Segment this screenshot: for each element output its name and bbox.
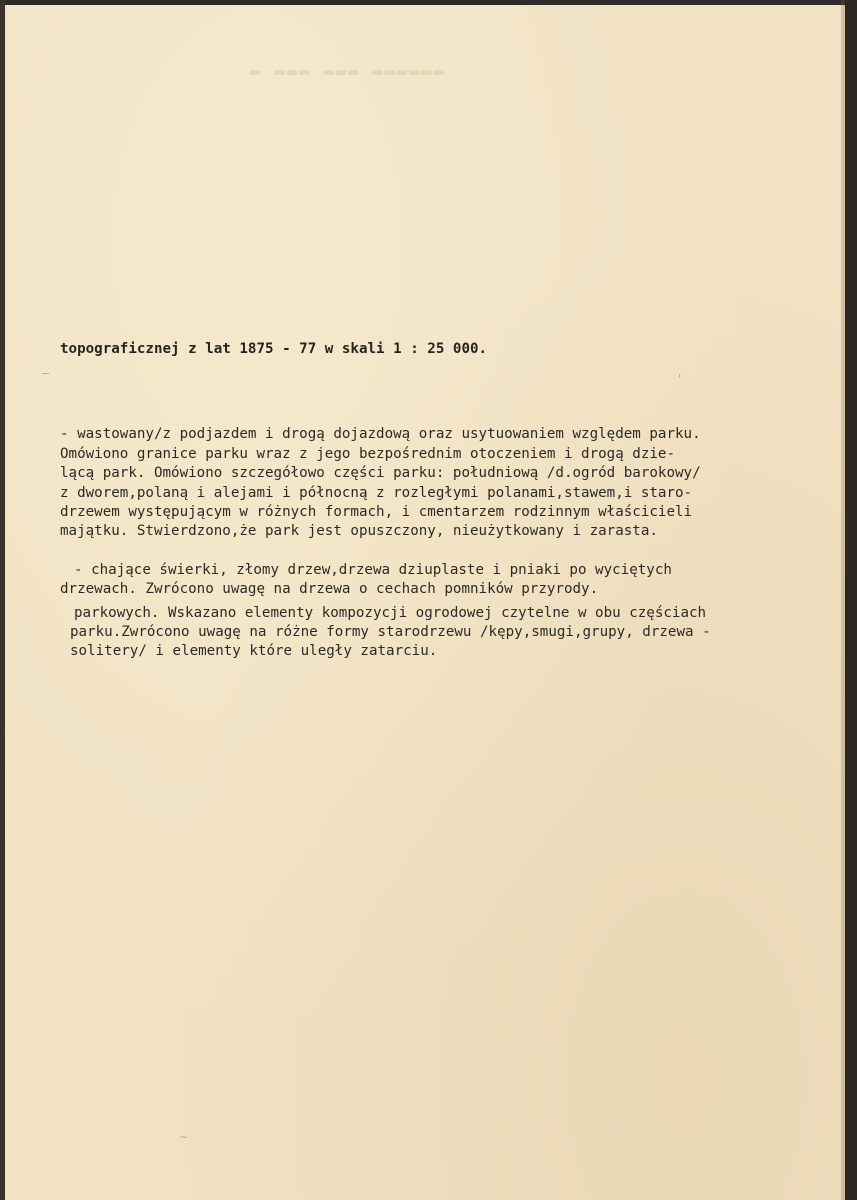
scan-speck: ~ bbox=[180, 1130, 188, 1144]
scan-edge-left bbox=[0, 0, 5, 1200]
paragraph-3-line: parkowych. Wskazano elementy kompozycji ogrodowej czytelne w obu częściach bbox=[74, 605, 707, 621]
paragraph-1-line: majątku. Stwierdzono,że park jest opuszczony, nieużytkowany i zarasta. bbox=[60, 523, 658, 539]
heading-line: topograficznej z lat 1875 - 77 w skali 1 : 25 000. bbox=[60, 341, 488, 357]
paragraph-1-line: drzewem występującym w różnych formach, i cmentarzem rodzinnym właścicieli bbox=[60, 504, 693, 520]
paragraph-3-line: solitery/ i elementy które uległy zatarciu. bbox=[70, 643, 438, 659]
scan-shadow-right bbox=[841, 0, 845, 1200]
paragraph-1-line: z dworem,polaną i alejami i północną z rozległymi polanami,stawem,i staro- bbox=[60, 485, 693, 501]
paragraph-2-line: - chające świerki, złomy drzew,drzewa dziuplaste i pniaki po wyciętych bbox=[74, 562, 672, 578]
scan-speck: ' bbox=[676, 372, 684, 386]
paragraph-2-line: drzewach. Zwrócono uwagę na drzewa o cechach pomników przyrody. bbox=[60, 581, 599, 597]
paragraph-3-line: parku.Zwrócono uwagę na różne formy starodrzewu /kępy,smugi,grupy, drzewa - bbox=[70, 624, 711, 640]
scan-edge-right bbox=[845, 0, 857, 1200]
scan-speck: — bbox=[42, 366, 50, 380]
paragraph-1-line: Omówiono granice parku wraz z jego bezpośrednim otoczeniem i drogą dzie- bbox=[60, 446, 675, 462]
paragraph-1-line: lącą park. Omówiono szczegółowo części parku: południową /d.ogród barokowy/ bbox=[60, 465, 701, 481]
scan-edge-top bbox=[0, 0, 857, 5]
show-through-text: ▬ ▬▬▬ ▬▬▬ ▬▬▬▬▬▬ bbox=[250, 62, 446, 82]
paragraph-1-line: - wastowany/z podjazdem i drogą dojazdową oraz usytuowaniem względem parku. bbox=[60, 426, 701, 442]
